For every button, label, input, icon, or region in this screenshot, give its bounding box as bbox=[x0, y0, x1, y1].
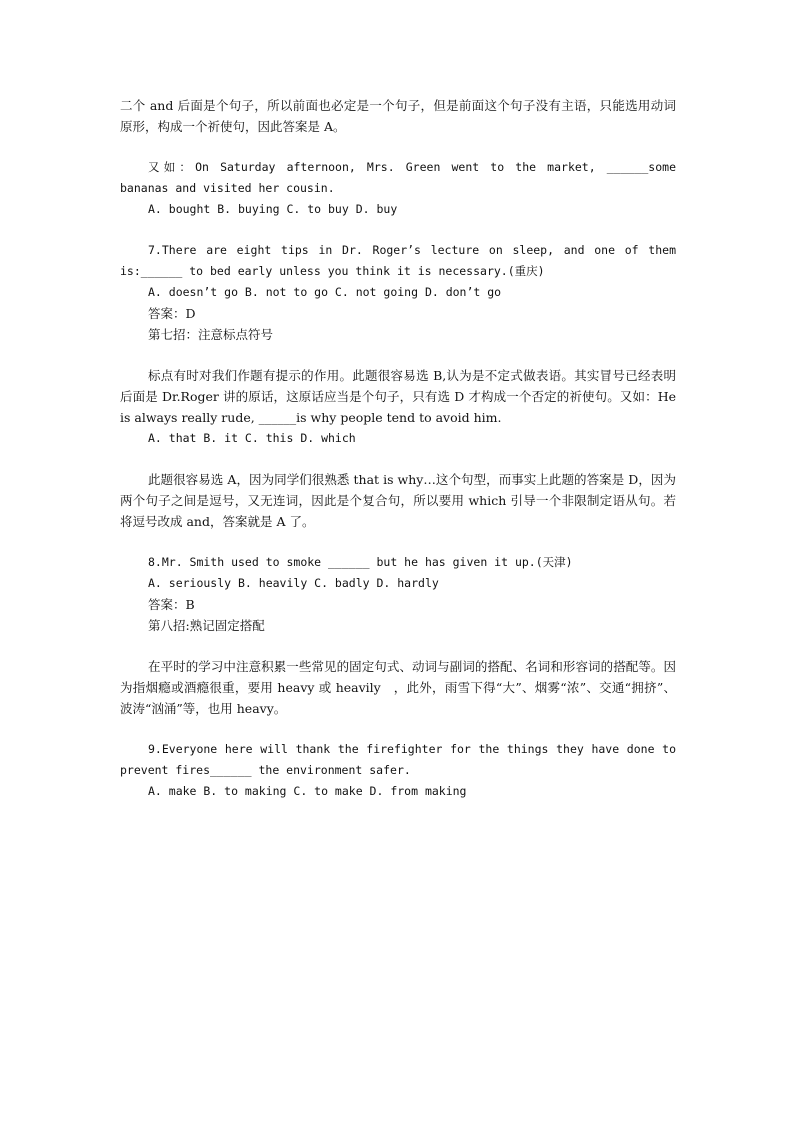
paragraph-explanation-2: 标点有时对我们作题有提示的作用。此题很容易选 B,认为是不定式做表语。其实冒号已经表明后面是 Dr.Roger 讲的原话，这原话应当是个句子，只有选 D 才构成一个否定的祈使句。又如：He is always really rude, ______is why people tend to avoid him. bbox=[120, 368, 676, 425]
question-7: 7.There are eight tips in Dr. Roger’s lecture on sleep, and one of them is:______ to bed early unless you think it is necessary.(重庆) bbox=[120, 243, 676, 278]
paragraph-explanation-4: 在平时的学习中注意积累一些常见的固定句式、动词与副词的搭配、名词和形容词的搭配等。因为指烟瘾或酒瘾很重，要用 heavy 或 heavily ，此外，雨雪下得“大”、烟雾“浓”、交通“拥挤”、波涛“汹涌”等，也用 heavy。 bbox=[120, 659, 676, 716]
question-9: 9.Everyone here will thank the firefighter for the things they have done to prevent fires______ the environment safer. bbox=[120, 742, 676, 777]
options-question-9: A. make B. to making C. to make D. from making bbox=[148, 784, 467, 798]
options-example-2: A. that B. it C. this D. which bbox=[148, 431, 356, 445]
answer-question-8: 答案：B bbox=[148, 597, 195, 612]
answer-question-7: 答案：D bbox=[148, 306, 196, 321]
paragraph-explanation-3: 此题很容易选 A，因为同学们很熟悉 that is why…这个句型，而事实上此题的答案是 D，因为两个句子之间是逗号，又无连词，因此是个复合句，所以要用 which 引导一个非限制定语从句。若将逗号改成 and，答案就是 A 了。 bbox=[120, 472, 676, 529]
document-page bbox=[120, 95, 676, 802]
options-example: A. bought B. buying C. to buy D. buy bbox=[148, 202, 398, 216]
options-question-8: A. seriously B. heavily C. badly D. hardly bbox=[148, 576, 439, 590]
section-heading-7: 第七招：注意标点符号 bbox=[148, 327, 274, 342]
question-8: 8.Mr. Smith used to smoke ______ but he has given it up.(天津) bbox=[148, 555, 573, 569]
paragraph-explanation-1: 二个 and 后面是个句子，所以前面也必定是一个句子，但是前面这个句子没有主语，只能选用动词原形，构成一个祈使句，因此答案是 A。 bbox=[120, 98, 676, 134]
paragraph-example-question: 又如：On Saturday afternoon, Mrs. Green went to the market, ______some bananas and visited her cousin. bbox=[120, 160, 676, 195]
section-heading-8: 第八招:熟记固定搭配 bbox=[148, 618, 265, 633]
options-question-7: A. doesn’t go B. not to go C. not going D. don’t go bbox=[148, 285, 502, 299]
